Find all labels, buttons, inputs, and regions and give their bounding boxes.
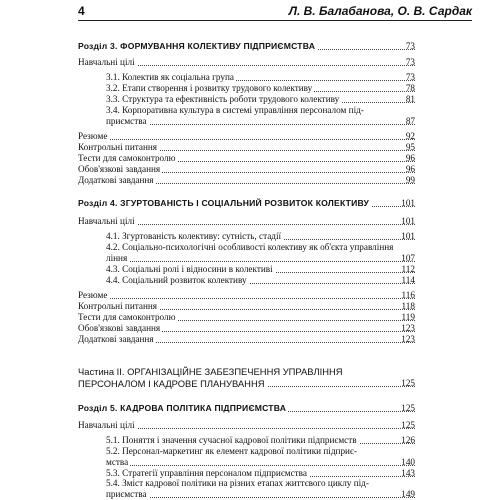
toc-page: 123 <box>401 323 415 333</box>
toc-page: 125 <box>401 403 415 413</box>
toc-page: 112 <box>401 264 415 274</box>
toc-page: 143 <box>401 468 415 478</box>
toc-page: 125 <box>401 378 415 388</box>
toc-item <box>78 164 415 175</box>
toc-page: 123 <box>401 334 415 344</box>
toc-item-cont <box>106 489 415 500</box>
toc-title: 3.3. Структура та ефективність роботи трудового колективу <box>106 94 340 104</box>
toc-page: 96 <box>405 164 415 174</box>
toc-title: Резюме <box>78 131 108 141</box>
toc-item <box>106 231 415 242</box>
toc-item <box>78 142 415 153</box>
toc-item <box>78 301 415 312</box>
toc-title: 5.3. Стратегії управління персоналом підприємства <box>106 468 307 478</box>
toc-section-4 <box>78 198 415 209</box>
toc-title: Розділ 4. ЗГУРТОВАНІСТЬ І СОЦІАЛЬНИЙ РОЗВИТОК КОЛЕКТИВУ <box>78 198 370 208</box>
toc-item-goals <box>78 420 415 431</box>
toc-item-goals <box>78 216 415 227</box>
toc-part-2-line2 <box>78 378 415 389</box>
toc-page: 118 <box>401 301 415 311</box>
toc-title: Розділ 5. КАДРОВА ПОЛІТИКА ПІДПРИЄМСТВА <box>78 403 287 413</box>
toc-title: Навчальні цілі <box>78 420 135 430</box>
toc-page: 96 <box>405 153 415 163</box>
toc-item: 3.4. Корпоративна культура в системі управління персоналом під- <box>106 105 364 115</box>
toc-item <box>78 131 415 142</box>
toc-title: Додаткові завдання <box>78 334 154 344</box>
toc-title: приємства <box>106 489 147 499</box>
toc-page: 87 <box>405 116 415 126</box>
toc-title: Тести для самоконтролю <box>78 312 176 322</box>
toc-title: Частина II. ОРГАНІЗАЦІЙНЕ ЗАБЕЗПЕЧЕННЯ УПРАВЛІННЯ <box>78 366 343 377</box>
toc-item <box>78 312 415 323</box>
toc-page: 101 <box>401 231 415 241</box>
toc-item: 4.2. Соціально-психологічні особливості колективу як об'єкта управління <box>106 242 394 252</box>
authors: Л. В. Балабанова, О. В. Сардак <box>288 4 472 18</box>
toc-item-goals <box>78 57 415 68</box>
toc-title: 4.4. Соціальний розвиток колективу <box>106 275 247 285</box>
toc-item-cont <box>106 116 415 127</box>
toc-item <box>106 275 415 286</box>
header-rule <box>78 20 472 21</box>
toc-item <box>78 334 415 345</box>
toc-title: Навчальні цілі <box>78 216 135 226</box>
toc-section-3 <box>78 41 415 52</box>
toc-title: ПЕРСОНАЛОМ І КАДРОВЕ ПЛАНУВАННЯ <box>78 378 265 389</box>
toc-item <box>78 323 415 334</box>
toc-title: 4.1. Згуртованість колективу: сутність, стадії <box>106 231 282 241</box>
toc-title: 3.1. Колектив як соціальна група <box>106 72 234 82</box>
toc-page: 126 <box>401 435 415 445</box>
toc-title: Обов'язкові завдання <box>78 164 161 174</box>
toc-page: 116 <box>401 290 415 300</box>
toc-page: 81 <box>405 94 415 104</box>
toc-item-cont <box>106 457 415 468</box>
toc-page: 149 <box>401 489 415 499</box>
toc-title: мства <box>106 457 129 467</box>
toc-item: 5.2. Персонал-маркетинг як елемент кадрової політики підприє- <box>106 446 357 456</box>
toc-title: Додаткові завдання <box>78 175 154 185</box>
toc-item <box>106 264 415 275</box>
toc-page: 99 <box>405 175 415 185</box>
toc-page: 140 <box>401 457 415 467</box>
toc-section-5 <box>78 403 415 414</box>
toc-page: 125 <box>401 420 415 430</box>
toc-item <box>106 72 415 83</box>
toc-page: 73 <box>405 72 415 82</box>
toc-page: 101 <box>401 216 415 226</box>
toc-page: 107 <box>401 253 415 263</box>
toc-item <box>106 83 415 94</box>
toc-item <box>106 435 415 446</box>
toc-title: Контрольні питання <box>78 142 158 152</box>
toc-page: 114 <box>401 275 415 285</box>
toc-title: Контрольні питання <box>78 301 158 311</box>
toc-title: ління <box>106 253 128 263</box>
toc-item <box>78 153 415 164</box>
toc-item <box>78 290 415 301</box>
toc-page: 95 <box>405 142 415 152</box>
toc-title: приємства <box>106 116 147 126</box>
page-header <box>78 3 472 19</box>
toc-title: Навчальні цілі <box>78 57 135 67</box>
toc-title: Розділ 3. ФОРМУВАННЯ КОЛЕКТИВУ ПІДПРИЄМСТВА <box>78 41 316 51</box>
toc-title: 5.1. Поняття і значення сучасної кадрової політики підприємств <box>106 435 357 445</box>
toc-item-cont <box>106 253 415 264</box>
toc-item <box>78 175 415 186</box>
toc-page: 119 <box>401 312 415 322</box>
toc-item <box>106 94 415 105</box>
toc-title: 4.3. Соціальні ролі і відносини в колективі <box>106 264 273 274</box>
toc-title: Резюме <box>78 290 108 300</box>
page-number: 4 <box>78 4 85 18</box>
toc-part-2-line1 <box>78 366 418 377</box>
toc-title: 3.2. Етапи створення і розвитку трудового колективу <box>106 83 313 93</box>
toc-item: 5.4. Зміст кадрової політики на різних етапах життєвого циклу під- <box>106 478 369 488</box>
toc-title: Обов'язкові завдання <box>78 323 161 333</box>
toc-page: 73 <box>405 57 415 67</box>
toc-page: 78 <box>405 83 415 93</box>
toc-page: 92 <box>405 131 415 141</box>
toc-page: 101 <box>401 198 415 208</box>
toc-title: Тести для самоконтролю <box>78 153 176 163</box>
toc-page: 73 <box>405 41 415 51</box>
